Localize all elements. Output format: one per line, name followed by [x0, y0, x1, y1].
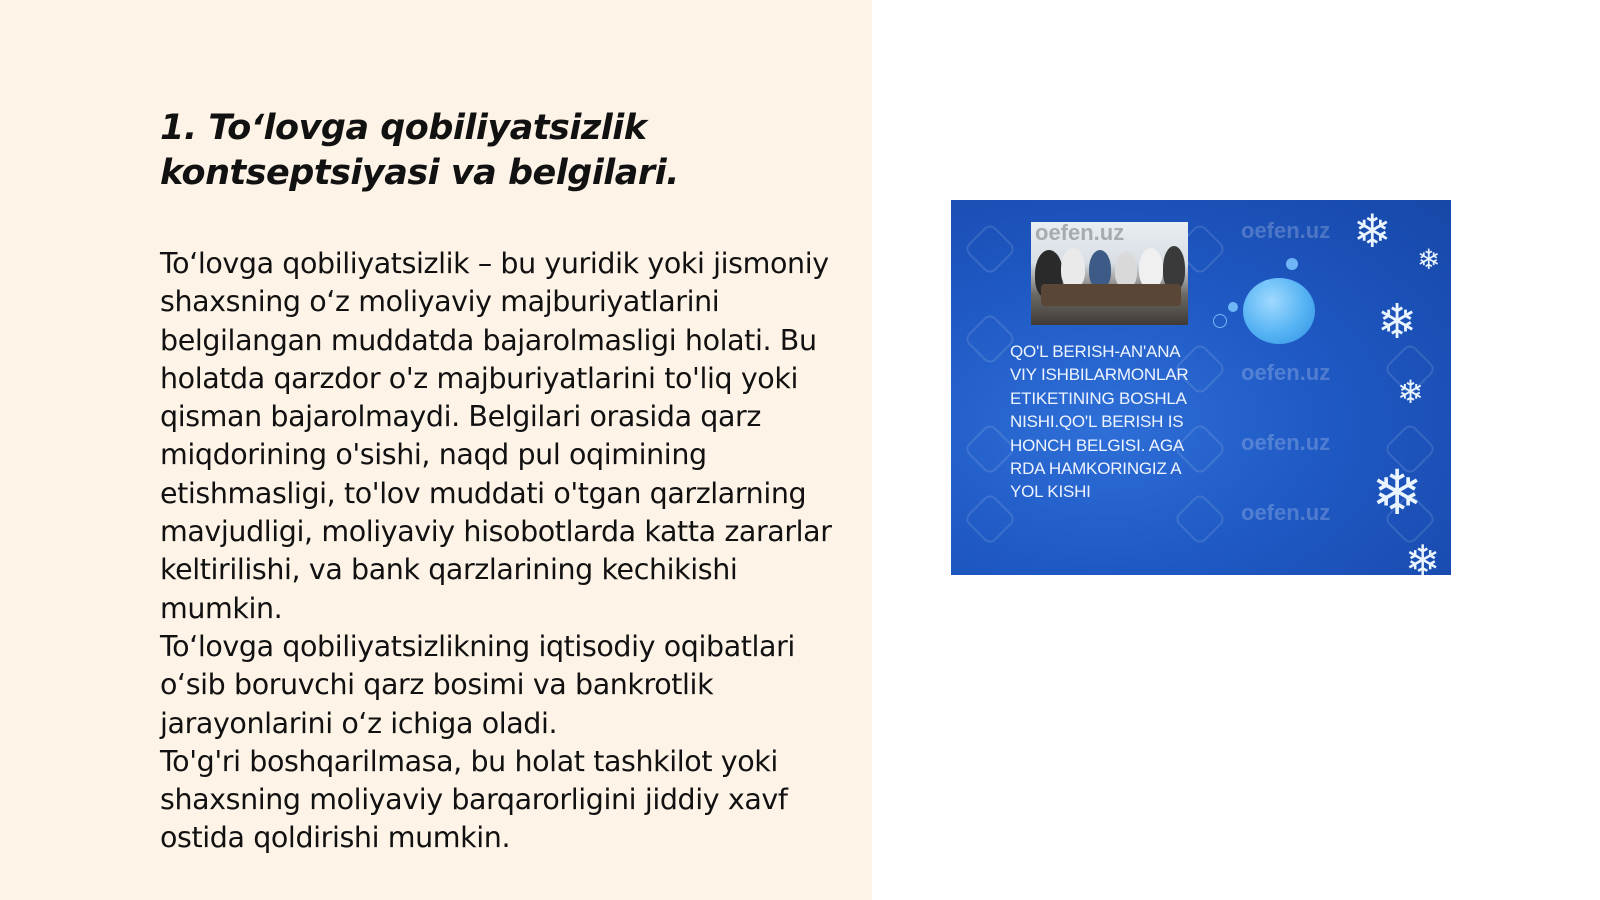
business-meeting-photo	[1031, 222, 1188, 325]
body-paragraph: To‘lovga qobiliyatsizlik – bu yuridik yoki jismoniy shaxsning o‘z moliyaviy majburiyatlarini belgilangan muddatda bajarolmasligi holati. Bu holatda qarzdor o'z majburiyatlarini to'liq yoki qisman bajarolmaydi. Belgilari orasida qarz miqdorining o'sishi, naqd pul oqimining etishmasligi, to'lov muddati o'tgan qarzlarning mavjudligi, moliyaviy hisobotlarda katta zararlar keltirilishi, va bank qarzlarining kechikishi mumkin.	[160, 247, 832, 625]
bubble-icon	[1243, 278, 1315, 344]
watermark-text: oefen.uz	[1241, 360, 1331, 385]
picture-caption: QO'L BERISH-AN'ANAVIY ISHBILARMONLAR ETIKETINING BOSHLANISHI.QO'L BERISH ISHONCH BELGISI. AGARDA HAMKORINGIZ AYOL KISHI	[1010, 342, 1189, 502]
bubble-icon	[1286, 258, 1298, 270]
snowflake-icon: ❄	[1397, 373, 1424, 411]
slide-picture	[951, 200, 1451, 575]
snowflake-icon: ❄	[1353, 204, 1392, 258]
body-paragraph: To‘lovga qobiliyatsizlikning iqtisodiy oqibatlari o‘sib boruvchi qarz bosimi va bankrotlik jarayonlarini o‘z ichiga oladi.	[160, 629, 795, 740]
hex-pattern-icon	[963, 222, 1017, 276]
body-paragraph: To'g'ri boshqarilmasa, bu holat tashkilot yoki shaxsning moliyaviy barqarorligini jiddiy xavf ostida qoldirishi mumkin.	[160, 744, 788, 855]
watermark-text: oefen.uz	[1241, 430, 1331, 455]
bubble-icon	[1213, 314, 1227, 328]
watermark-text: oefen.uz	[1241, 500, 1331, 525]
slide-body	[160, 245, 840, 858]
snowflake-icon: ❄	[1377, 294, 1418, 350]
slide-title: 1. To‘lovga qobiliyatsizlik kontseptsiyasi va belgilari.	[160, 108, 679, 193]
hex-pattern-icon	[963, 492, 1017, 546]
snowflake-icon: ❄	[1371, 456, 1423, 529]
watermark-text: oefen.uz	[1241, 218, 1331, 243]
bubble-icon	[1228, 302, 1238, 312]
snowflake-icon: ❄	[1417, 243, 1441, 276]
hex-pattern-icon	[963, 422, 1017, 476]
snowflake-icon: ❄	[1405, 536, 1441, 575]
watermark-text: oefen.uz	[1035, 222, 1125, 245]
hex-pattern-icon	[963, 312, 1017, 366]
bubble-icon	[1263, 280, 1271, 288]
